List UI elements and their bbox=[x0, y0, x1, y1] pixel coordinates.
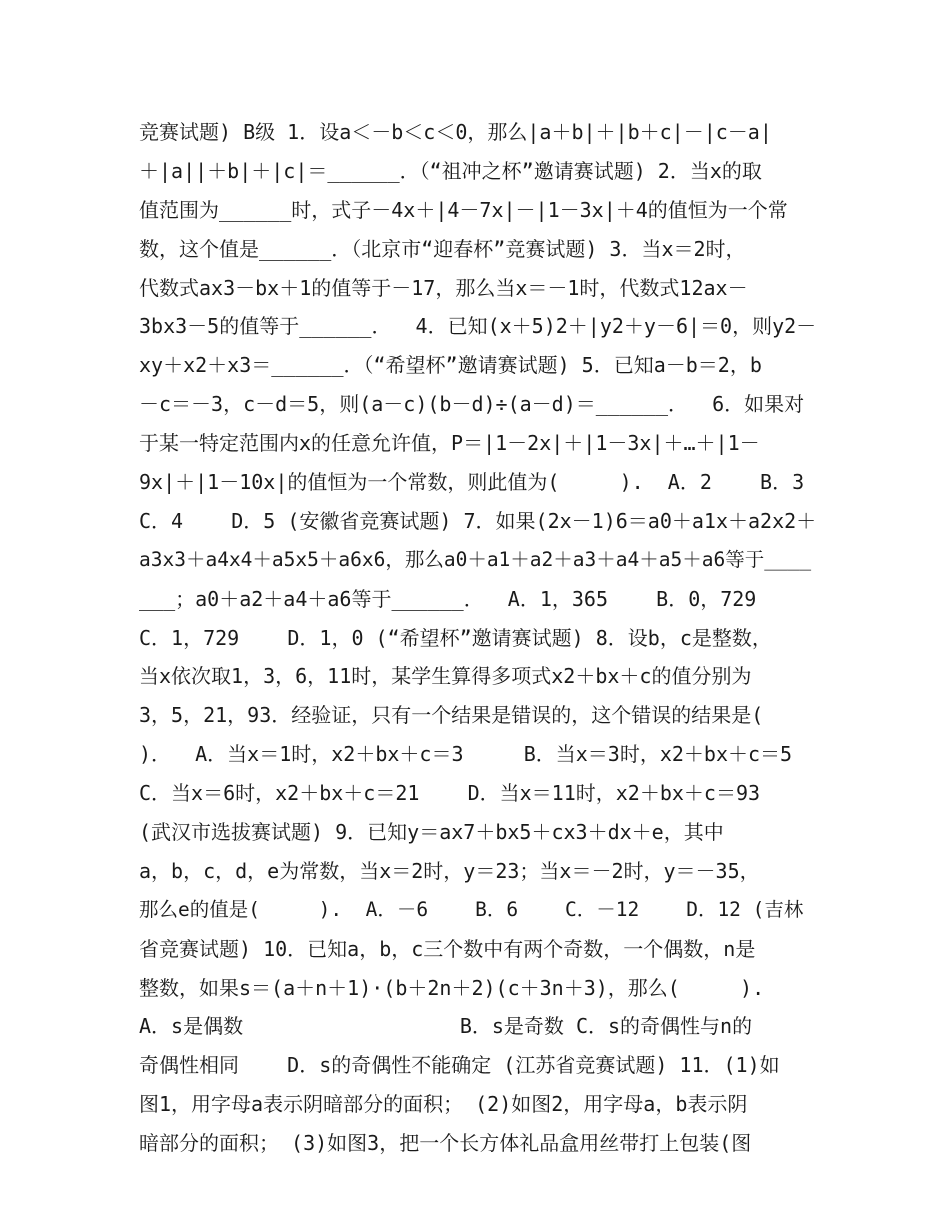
text-line: )． A．当x＝1时，x2＋bx＋c＝3 B．当x＝3时，x2＋bx＋c＝5 bbox=[139, 742, 793, 767]
text-line: C．4 D．5 (安徽省竞赛试题) 7．如果(2x－1)6＝a0＋a1x＋a2x2＋ bbox=[139, 508, 817, 533]
text-line: －c＝－3，c－d＝5，则(a－c)(b－d)÷(a－d)＝______． 6．如果对 bbox=[139, 392, 805, 417]
text-line: 9x|＋|1－10x|的值恒为一个常数，则此值为( ). A．2 B．3 bbox=[139, 470, 805, 495]
text-line: 奇偶性相同 D．s的奇偶性不能确定 (江苏省竞赛试题) 11．(1)如 bbox=[139, 1053, 780, 1078]
text-line: C．1，729 D．1，0 (“希望杯”邀请赛试题) 8．设b，c是整数， bbox=[139, 625, 772, 650]
text-line: 3bx3－5的值等于______． 4．已知(x＋5)2＋|y2＋y－6|＝0，则y2－ bbox=[139, 314, 817, 339]
text-line: 省竞赛试题) 10．已知a，b，c三个数中有两个奇数，一个偶数，n是 bbox=[139, 936, 756, 961]
text-line: 值范围为______时，式子－4x＋|4－7x|－|1－3x|＋4的值恒为一个常 bbox=[139, 197, 788, 222]
text-line: 数，这个值是______．（北京市“迎春杯”竞赛试题) 3．当x＝2时， bbox=[139, 236, 746, 261]
text-line: ＋|a||＋b|＋|c|＝______．（“祖冲之杯”邀请赛试题) 2．当x的取 bbox=[139, 158, 762, 183]
text-line: ___；a0＋a2＋a4＋a6等于______． A．1，365 B．0，729 bbox=[139, 586, 757, 611]
text-line: 竞赛试题) B级 1．设a＜－b＜c＜0，那么|a＋b|＋|b＋c|－|c－a| bbox=[139, 120, 772, 144]
problem-text-block bbox=[139, 113, 819, 1163]
text-line: a，b，c，d，e为常数，当x＝2时，y＝23；当x＝－2时，y＝－35， bbox=[139, 858, 760, 883]
text-line: A．s是偶数 B．s是奇数 C．s的奇偶性与n的 bbox=[139, 1014, 753, 1039]
text-line: 代数式ax3－bx＋1的值等于－17，那么当x＝－1时，代数式12ax－ bbox=[139, 275, 748, 300]
text-line: 3，5，21，93．经验证，只有一个结果是错误的，这个错误的结果是( bbox=[139, 703, 764, 728]
text-line: 那么e的值是( ). A．－6 B．6 C．－12 D．12 (吉林 bbox=[139, 897, 804, 921]
text-line: 暗部分的面积； (3)如图3，把一个长方体礼品盒用丝带打上包装(图 bbox=[139, 1131, 752, 1156]
text-line: 当x依次取1，3，6，11时，某学生算得多项式x2＋bx＋c的值分别为 bbox=[139, 664, 752, 689]
text-line: 整数，如果s＝(a＋n＋1)·(b＋2n＋2)(c＋3n＋3)，那么( ). bbox=[139, 975, 765, 1000]
text-line: C．当x＝6时，x2＋bx＋c＝21 D．当x＝11时，x2＋bx＋c＝93 bbox=[139, 781, 761, 806]
text-line: 于某一特定范围内x的任意允许值，P＝|1－2x|＋|1－3x|＋…＋|1－ bbox=[139, 431, 760, 456]
text-line: a3x3＋a4x4＋a5x5＋a6x6，那么a0＋a1＋a2＋a3＋a4＋a5＋a6等于____ bbox=[139, 547, 812, 571]
text-line: (武汉市选拔赛试题) 9．已知y＝ax7＋bx5＋cx3＋dx＋e，其中 bbox=[139, 820, 724, 845]
text-line: xy＋x2＋x3＝______．（“希望杯”邀请赛试题) 5．已知a－b＝2，b bbox=[139, 353, 762, 378]
text-line: 图1，用字母a表示阴暗部分的面积； (2)如图2，用字母a，b表示阴 bbox=[139, 1092, 748, 1117]
